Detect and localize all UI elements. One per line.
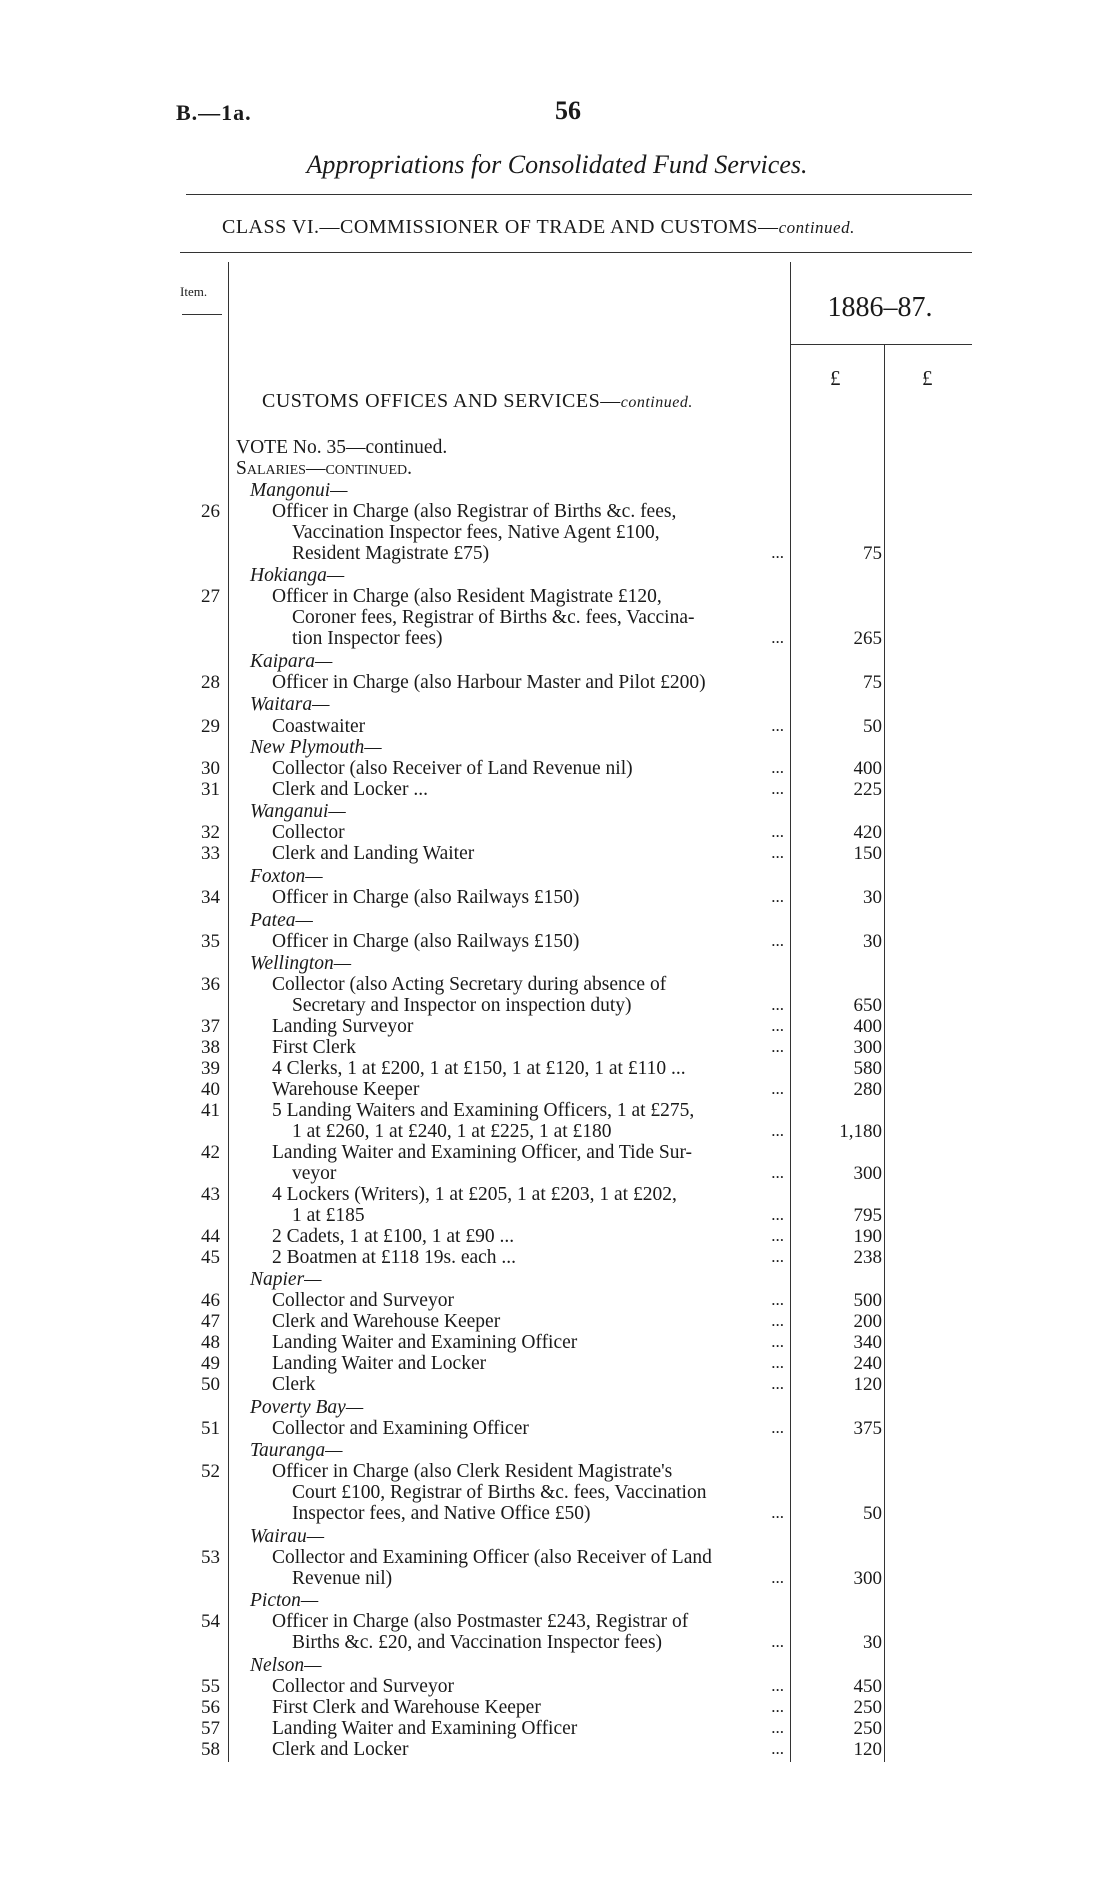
place-heading: Waitara— [250,694,330,715]
page-title: Appropriations for Consolidated Fund Services. [306,150,808,179]
line-item-text: Officer in Charge (also Railways £150) [272,931,580,952]
place-heading: Wanganui— [250,801,346,822]
line-item-text: Officer in Charge (also Postmaster £243, Registrar of [272,1611,689,1632]
item-number: 51 [201,1418,220,1439]
section-heading [262,390,693,413]
leader-dots: ... [771,779,784,798]
line-item-text: 4 Lockers (Writers), 1 at £205, 1 at £203, 1 at £202, [272,1184,677,1205]
leader-dots: ... [771,543,784,562]
amount-value: 238 [853,1247,882,1268]
item-number: 53 [201,1547,220,1568]
item-number: 28 [201,672,220,693]
leader-dots: ... [771,1311,784,1330]
item-number: 40 [201,1079,220,1100]
amount-value: 30 [863,1632,882,1653]
amount-value: 150 [853,843,882,864]
class-heading-suffix: continued. [778,218,855,237]
leader-dots: ... [771,1121,784,1140]
leader-dots: ... [771,1353,784,1372]
item-number: 31 [201,779,220,800]
line-item-text: Officer in Charge (also Resident Magistrate £120, [272,586,662,607]
amount-value: 240 [853,1353,882,1374]
place-heading: Hokianga— [250,565,345,586]
amount-value: 300 [853,1568,882,1589]
leader-dots: ... [771,1676,784,1695]
line-item-text: Collector and Examining Officer (also Receiver of Land [272,1547,712,1568]
section-heading-suffix: continued. [620,394,693,411]
line-item-text: Officer in Charge (also Railways £150) [272,887,580,908]
line-item-text: tion Inspector fees) [292,628,443,649]
amount-value: 300 [853,1163,882,1184]
item-number: 42 [201,1142,220,1163]
line-item-text: Secretary and Inspector on inspection duty) [292,995,632,1016]
line-item-text: 4 Clerks, 1 at £200, 1 at £150, 1 at £120, 1 at £110 ... [272,1058,686,1079]
amount-value: 190 [853,1226,882,1247]
leader-dots: ... [771,887,784,906]
amount-value: 300 [853,1037,882,1058]
class-heading [222,216,855,239]
item-number: 45 [201,1247,220,1268]
title-rule [186,194,972,195]
line-item-text: Inspector fees, and Native Office £50) [292,1503,591,1524]
item-number: 29 [201,716,220,737]
item-column-header: Item. [180,284,208,299]
leader-dots: ... [771,1568,784,1587]
line-item-text: 1 at £260, 1 at £240, 1 at £225, 1 at £180 [292,1121,612,1142]
line-item-text: 2 Boatmen at £118 19s. each ... [272,1247,517,1268]
leader-dots: ... [771,1418,784,1437]
item-number: 46 [201,1290,220,1311]
line-item-text: Landing Waiter and Examining Officer [272,1718,578,1739]
leader-dots: ... [771,628,784,647]
amount-value: 280 [853,1079,882,1100]
amount-value: 30 [863,931,882,952]
leader-dots: ... [771,1332,784,1351]
line-item-text: First Clerk and Warehouse Keeper [272,1697,541,1718]
amount-value: 340 [853,1332,882,1353]
amount-value: 250 [853,1718,882,1739]
amount-value: 265 [853,628,882,649]
line-item-text: Landing Surveyor [272,1016,414,1037]
place-heading: Patea— [250,910,313,931]
amount-value: 120 [853,1374,882,1395]
leader-dots: ... [771,1739,784,1758]
line-item-text: 2 Cadets, 1 at £100, 1 at £90 ... [272,1226,515,1247]
line-item-text: Officer in Charge (also Harbour Master and Pilot £200) [272,672,706,693]
year-rule [790,344,972,345]
leader-dots: ... [771,1718,784,1737]
line-item-text: Resident Magistrate £75) [292,543,490,564]
class-heading-text: CLASS VI.—COMMISSIONER OF TRADE AND CUSTOMS— [222,216,779,238]
amount-value: 30 [863,887,882,908]
line-item-text: Collector (also Receiver of Land Revenue nil) [272,758,633,779]
line-item-text: Collector and Surveyor [272,1290,454,1311]
line-item-text: Landing Waiter and Examining Officer [272,1332,578,1353]
place-heading: Wellington— [250,953,352,974]
amount-value: 400 [853,758,882,779]
item-number: 56 [201,1697,220,1718]
place-heading: Poverty Bay— [250,1397,364,1418]
amount-value: 1,180 [839,1121,882,1142]
line-item-text: Clerk [272,1374,316,1395]
item-number: 27 [201,586,220,607]
leader-dots: ... [771,1290,784,1309]
place-heading: Foxton— [250,866,323,887]
line-item-text: Revenue nil) [292,1568,393,1589]
vote-line: VOTE No. 35—continued. [236,437,448,458]
item-number: 37 [201,1016,220,1037]
amount-value: 375 [853,1418,882,1439]
document-reference: B.—1a. [176,100,252,125]
place-heading: Kaipara— [250,651,333,672]
leader-dots: ... [771,1163,784,1182]
line-item-text: Warehouse Keeper [272,1079,420,1100]
amount-value: 650 [853,995,882,1016]
line-item-text: Officer in Charge (also Clerk Resident Magistrate's [272,1461,673,1482]
line-item-text: Coastwaiter [272,716,366,737]
salaries-line: Salaries—continued. [236,458,412,479]
amount-value: 450 [853,1676,882,1697]
amount-value: 580 [853,1058,882,1079]
place-heading: New Plymouth— [250,737,382,758]
line-item-text: Collector and Surveyor [272,1676,454,1697]
item-number: 57 [201,1718,220,1739]
item-number: 48 [201,1332,220,1353]
line-item-text: Births &c. £20, and Vaccination Inspector fees) [292,1632,663,1653]
section-heading-text: CUSTOMS OFFICES AND SERVICES— [262,390,621,412]
leader-dots: ... [771,758,784,777]
amount-value: 500 [853,1290,882,1311]
place-heading: Picton— [250,1590,319,1611]
item-number: 34 [201,887,220,908]
item-number: 52 [201,1461,220,1482]
item-number: 50 [201,1374,220,1395]
leader-dots: ... [771,1226,784,1245]
year-header: 1886–87. [827,292,933,323]
item-number: 55 [201,1676,220,1697]
line-item-text: Collector and Examining Officer [272,1418,529,1439]
line-item-text: Collector (also Acting Secretary during absence of [272,974,667,995]
amount-value: 50 [863,716,882,737]
table-top-rule [180,252,972,253]
leader-dots: ... [771,1079,784,1098]
item-number: 44 [201,1226,220,1247]
item-number: 33 [201,843,220,864]
place-heading: Mangonui— [250,480,348,501]
item-number: 36 [201,974,220,995]
leader-dots: ... [771,1632,784,1651]
place-heading: Nelson— [250,1655,322,1676]
item-number: 58 [201,1739,220,1760]
line-item-text: Vaccination Inspector fees, Native Agent £100, [292,522,660,543]
leader-dots: ... [771,1247,784,1266]
amount-value: 250 [853,1697,882,1718]
amount-column-divider-mid [884,344,885,1762]
amount-value: 420 [853,822,882,843]
place-heading: Napier— [250,1269,322,1290]
amount-value: 225 [853,779,882,800]
line-item-text: Coroner fees, Registrar of Births &c. fees, Vaccina- [292,607,695,628]
amount-value: 120 [853,1739,882,1760]
line-item-text: Landing Waiter and Locker [272,1353,487,1374]
line-item-text: Clerk and Landing Waiter [272,843,475,864]
line-item-text: veyor [292,1163,337,1184]
amount-value: 400 [853,1016,882,1037]
item-number: 54 [201,1611,220,1632]
place-heading: Wairau— [250,1526,325,1547]
leader-dots: ... [771,1037,784,1056]
item-number: 43 [201,1184,220,1205]
currency-header-2: £ [922,366,933,390]
leader-dots: ... [771,716,784,735]
item-number: 32 [201,822,220,843]
item-number: 41 [201,1100,220,1121]
item-number: 47 [201,1311,220,1332]
item-number: 49 [201,1353,220,1374]
item-number: 35 [201,931,220,952]
leader-dots: ... [771,931,784,950]
leader-dots: ... [771,995,784,1014]
currency-header-1: £ [830,366,841,390]
line-item-text: Clerk and Locker ... [272,779,428,800]
amount-value: 75 [863,672,882,693]
line-item-text: Clerk and Locker [272,1739,409,1760]
item-number: 38 [201,1037,220,1058]
item-head-rule [182,314,222,315]
line-item-text: Clerk and Warehouse Keeper [272,1311,501,1332]
leader-dots: ... [771,1697,784,1716]
leader-dots: ... [771,1205,784,1224]
amount-value: 200 [853,1311,882,1332]
leader-dots: ... [771,843,784,862]
item-number: 39 [201,1058,220,1079]
line-item-text: Court £100, Registrar of Births &c. fees, Vaccination [292,1482,707,1503]
amount-value: 50 [863,1503,882,1524]
line-item-text: First Clerk [272,1037,356,1058]
leader-dots: ... [771,1016,784,1035]
line-item-text: 1 at £185 [292,1205,365,1226]
leader-dots: ... [771,1503,784,1522]
line-item-text: 5 Landing Waiters and Examining Officers, 1 at £275, [272,1100,695,1121]
amount-value: 795 [853,1205,882,1226]
leader-dots: ... [771,822,784,841]
amount-value: 75 [863,543,882,564]
place-heading: Tauranga— [250,1440,343,1461]
line-item-text: Collector [272,822,345,843]
leader-dots: ... [771,1374,784,1393]
page-number: 56 [555,96,581,125]
line-item-text: Landing Waiter and Examining Officer, and Tide Sur- [272,1142,693,1163]
item-number: 26 [201,501,220,522]
item-column-divider [228,262,229,1762]
item-number: 30 [201,758,220,779]
line-item-text: Officer in Charge (also Registrar of Births &c. fees, [272,501,677,522]
